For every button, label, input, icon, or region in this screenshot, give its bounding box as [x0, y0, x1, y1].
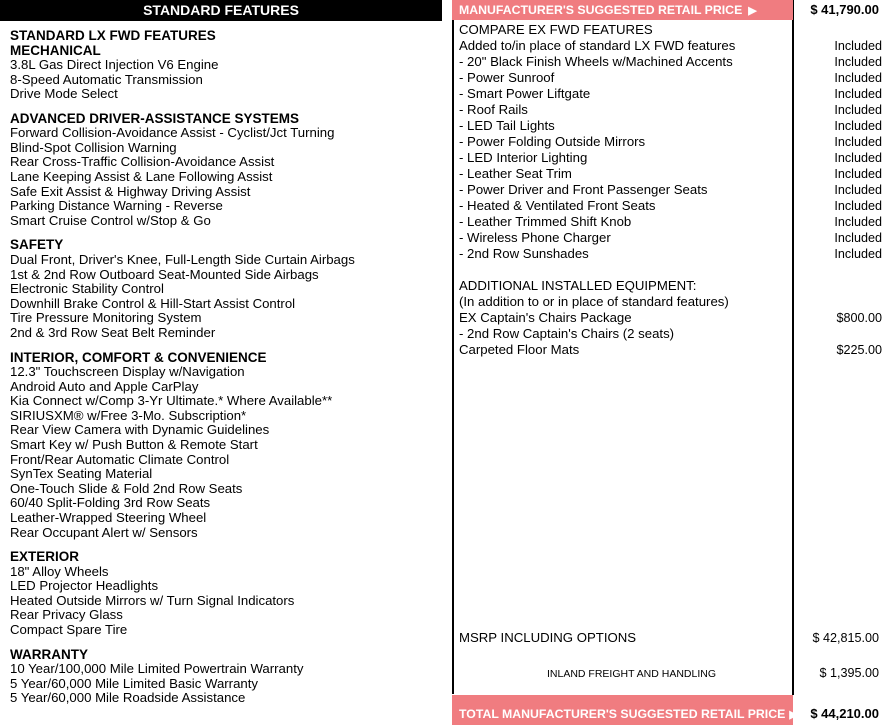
compare-row: [459, 230, 883, 246]
feature-item: Parking Distance Warning - Reverse: [10, 198, 223, 214]
msrp-options-value: $ 42,815.00: [812, 631, 879, 645]
compare-row: [459, 134, 883, 150]
compare-label: - Leather Trimmed Shift Knob: [459, 214, 632, 229]
compare-value: Included: [834, 231, 882, 245]
feature-item: 2nd & 3rd Row Seat Belt Reminder: [10, 324, 216, 340]
total-msrp-value: $ 44,210.00: [810, 706, 879, 721]
compare-value: Included: [834, 135, 882, 149]
compare-title-label: COMPARE EX FWD FEATURES: [459, 22, 653, 37]
compare-label: - LED Interior Lighting: [459, 150, 588, 165]
feature-item: Dual Front, Driver's Knee, Full-Length Side Curtain Airbags: [10, 251, 355, 267]
feature-item: Rear View Camera with Dynamic Guidelines: [10, 422, 270, 438]
feature-item: SIRIUSXM® w/Free 3-Mo. Subscription*: [10, 407, 247, 423]
base-msrp-price: $ 41,790.00: [810, 2, 879, 17]
total-msrp-label: TOTAL MANUFACTURER'S SUGGESTED RETAIL PRICE: [459, 707, 786, 721]
compare-value: Included: [834, 199, 882, 213]
compare-row: [459, 118, 883, 134]
compare-value: Included: [834, 167, 882, 181]
arrow-right-icon: ▶: [748, 5, 757, 17]
feature-item: Rear Cross-Traffic Collision-Avoidance Assist: [10, 154, 275, 170]
pricing-column: [452, 0, 883, 725]
option-row: [459, 326, 883, 342]
compare-label: - Smart Power Liftgate: [459, 86, 591, 101]
compare-subtitle-value: Included: [834, 39, 882, 53]
section-title: MECHANICAL: [10, 42, 101, 58]
option-price: $800.00: [836, 311, 882, 325]
option-row: [459, 342, 883, 358]
compare-value: Included: [834, 183, 882, 197]
feature-item: Rear Occupant Alert w/ Sensors: [10, 524, 198, 540]
feature-item: 1st & 2nd Row Outboard Seat-Mounted Side Airbags: [10, 266, 319, 282]
compare-subtitle-row: [459, 38, 883, 54]
feature-item: One-Touch Slide & Fold 2nd Row Seats: [10, 480, 243, 496]
total-msrp-bar: [452, 695, 798, 725]
standard-features-header: STANDARD FEATURES: [0, 0, 442, 21]
feature-item: Lane Keeping Assist & Lane Following Assist: [10, 169, 273, 185]
feature-item: Compact Spare Tire: [10, 622, 128, 637]
standard-features-list: [10, 29, 438, 716]
feature-item: Forward Collision-Avoidance Assist - Cyclist/Jct Turning: [10, 125, 335, 141]
compare-label: - Heated & Ventilated Front Seats: [459, 198, 656, 213]
section-exterior: [10, 550, 438, 637]
feature-item: Drive Mode Select: [10, 86, 118, 102]
feature-item: 8-Speed Automatic Transmission: [10, 71, 203, 87]
compare-row: [459, 166, 883, 182]
compare-subtitle: Added to/in place of standard LX FWD features: [459, 38, 736, 53]
feature-item: Safe Exit Assist & Highway Driving Assist: [10, 183, 251, 199]
compare-label: - Power Folding Outside Mirrors: [459, 134, 646, 149]
feature-item: 5 Year/60,000 Mile Roadside Assistance: [10, 690, 246, 706]
compare-value: Included: [834, 247, 882, 261]
feature-item: 5 Year/60,000 Mile Limited Basic Warranty: [10, 675, 258, 691]
trim-title: STANDARD LX FWD FEATURES: [10, 28, 216, 43]
section-title: SAFETY: [10, 237, 64, 253]
option-label: EX Captain's Chairs Package: [459, 310, 632, 325]
option-row: [459, 310, 883, 326]
feature-item: Tire Pressure Monitoring System: [10, 310, 202, 326]
feature-item: Kia Connect w/Comp 3-Yr Ultimate.* Where Available**: [10, 393, 333, 409]
compare-row: [459, 86, 883, 102]
option-label: Carpeted Floor Mats: [459, 342, 580, 357]
compare-value: Included: [834, 55, 882, 69]
feature-item: 18" Alloy Wheels: [10, 563, 109, 579]
compare-row: [459, 54, 883, 70]
section-title: ADVANCED DRIVER-ASSISTANCE SYSTEMS: [10, 110, 300, 126]
feature-item: Smart Cruise Control w/Stop & Go: [10, 212, 211, 228]
feature-item: 10 Year/100,000 Mile Limited Powertrain Warranty: [10, 661, 304, 677]
feature-item: 12.3" Touchscreen Display w/Navigation: [10, 364, 245, 379]
feature-item: SynTex Seating Material: [10, 466, 153, 482]
section-mechanical: [10, 44, 438, 102]
additional-subtitle: [459, 294, 883, 310]
compare-title: [459, 22, 883, 38]
feature-item: 3.8L Gas Direct Injection V6 Engine: [10, 57, 219, 72]
feature-item: Android Auto and Apple CarPlay: [10, 378, 199, 394]
compare-label: - Power Driver and Front Passenger Seats: [459, 182, 708, 197]
section-title: EXTERIOR: [10, 549, 80, 565]
compare-row: [459, 102, 883, 118]
section-interior: [10, 351, 438, 541]
feature-item: Smart Key w/ Push Button & Remote Start: [10, 436, 258, 452]
option-price: $225.00: [836, 343, 882, 357]
option-label: - 2nd Row Captain's Chairs (2 seats): [459, 326, 675, 341]
compare-label: - Roof Rails: [459, 102, 528, 117]
compare-row: [459, 214, 883, 230]
compare-label: - Power Sunroof: [459, 70, 555, 85]
compare-value: Included: [834, 103, 882, 117]
compare-row: [459, 246, 883, 262]
compare-value: Included: [834, 87, 882, 101]
freight-label: INLAND FREIGHT AND HANDLING: [547, 668, 716, 680]
section-adas: [10, 112, 438, 229]
feature-item: Front/Rear Automatic Climate Control: [10, 451, 230, 467]
feature-item: Electronic Stability Control: [10, 281, 164, 297]
feature-item: Heated Outside Mirrors w/ Turn Signal Indicators: [10, 592, 295, 608]
compare-value: Included: [834, 119, 882, 133]
compare-row: [459, 150, 883, 166]
arrow-right-icon: ▶: [789, 709, 798, 721]
compare-value: Included: [834, 215, 882, 229]
feature-item: 60/40 Split-Folding 3rd Row Seats: [10, 495, 211, 511]
feature-item: Rear Privacy Glass: [10, 607, 123, 623]
section-title: INTERIOR, COMFORT & CONVENIENCE: [10, 349, 267, 365]
section-title: WARRANTY: [10, 646, 88, 662]
msrp-header: [452, 0, 793, 20]
additional-subtitle-label: (In addition to or in place of standard features): [459, 294, 729, 309]
section-safety: [10, 238, 438, 340]
feature-item: Downhill Brake Control & Hill-Start Assist Control: [10, 295, 296, 311]
compare-value: Included: [834, 151, 882, 165]
compare-label: - 2nd Row Sunshades: [459, 246, 589, 261]
compare-row: [459, 70, 883, 86]
feature-item: LED Projector Headlights: [10, 578, 159, 594]
compare-row: [459, 198, 883, 214]
msrp-header-label: MANUFACTURER'S SUGGESTED RETAIL PRICE: [459, 3, 743, 17]
additional-title-label: ADDITIONAL INSTALLED EQUIPMENT:: [459, 278, 697, 293]
compare-label: - 20" Black Finish Wheels w/Machined Accents: [459, 54, 733, 69]
compare-label: - Leather Seat Trim: [459, 166, 572, 181]
compare-row: [459, 182, 883, 198]
compare-value: Included: [834, 71, 882, 85]
feature-item: Leather-Wrapped Steering Wheel: [10, 509, 207, 525]
compare-label: - LED Tail Lights: [459, 118, 555, 133]
compare-label: - Wireless Phone Charger: [459, 230, 611, 245]
additional-title: [459, 278, 883, 294]
section-warranty: [10, 648, 438, 706]
feature-item: Blind-Spot Collision Warning: [10, 139, 177, 155]
msrp-options-label: MSRP INCLUDING OPTIONS: [459, 630, 637, 645]
freight-value: $ 1,395.00: [819, 666, 879, 680]
